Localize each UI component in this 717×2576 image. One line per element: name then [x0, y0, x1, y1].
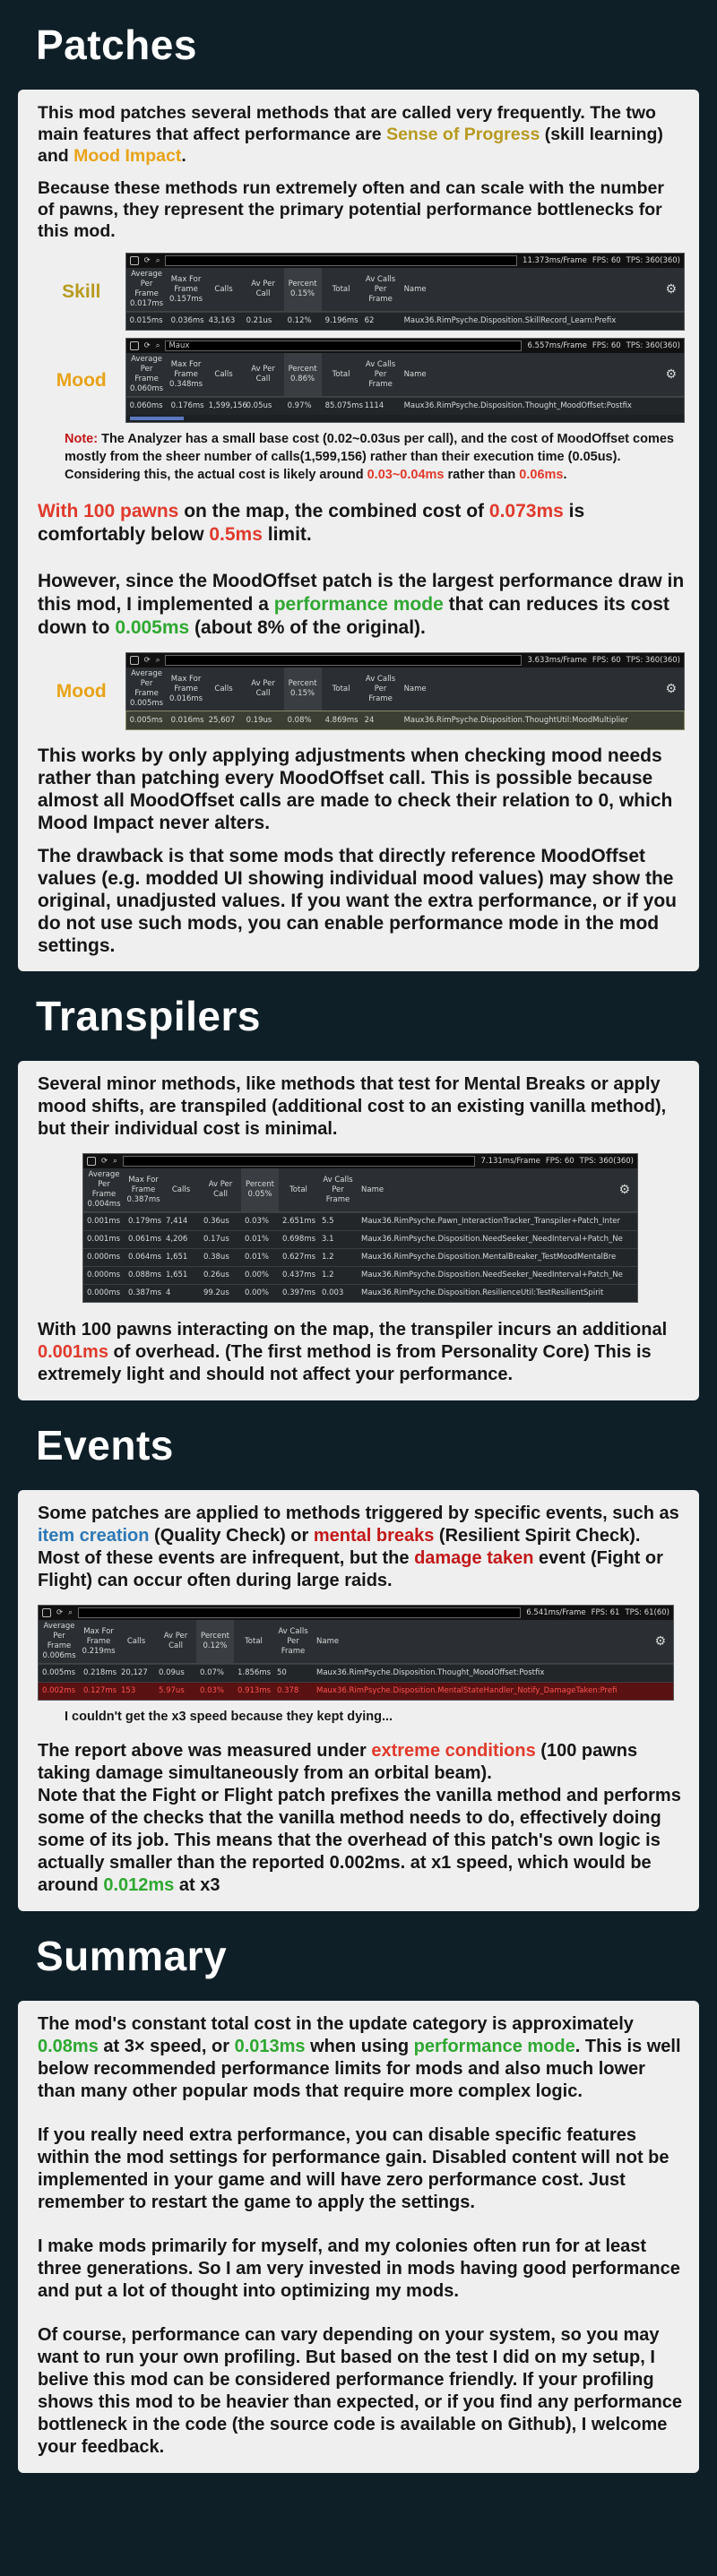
text: (about 8% of the original).	[189, 617, 426, 638]
column-header-avg[interactable]: Average Per Frame 0.017ms	[130, 270, 164, 308]
cell: 0.088ms	[128, 1271, 162, 1279]
cell: 153	[121, 1686, 136, 1695]
section-title-patches: Patches	[36, 22, 197, 68]
profiler-row[interactable]	[83, 1266, 637, 1284]
column-header-avg[interactable]: Average Per Frame 0.004ms	[87, 1170, 121, 1209]
profiler-window	[125, 338, 685, 423]
search-icon[interactable]: ⌕	[155, 655, 160, 665]
profiler-row[interactable]	[39, 1682, 673, 1700]
text: when using	[305, 2037, 414, 2056]
cell: 0.08%	[287, 716, 312, 725]
method-name: Maux36.RimPsyche.Disposition.ThoughtUtil:MoodMultiplier	[403, 716, 628, 725]
highlight: 0.08ms	[38, 2037, 99, 2056]
mood-impact-highlight: Mood Impact	[73, 146, 182, 166]
text: of overhead. (The first method is from Personality Core) This is extremely light and should not affect your performance.	[38, 1342, 652, 1384]
cell: 0.000ms	[87, 1253, 121, 1262]
gear-icon[interactable]: ⚙	[618, 1182, 630, 1197]
section-title-events: Events	[36, 1422, 174, 1469]
highlight: 0.06ms	[519, 468, 564, 482]
column-header-acpf[interactable]: Av Calls Per Frame	[365, 274, 396, 304]
transpilers-panel	[18, 1061, 699, 1400]
profiler-events	[38, 1605, 674, 1701]
text: (Resilient Spirit Check). Most of these events are infrequent, but the	[38, 1526, 641, 1568]
extreme-conditions-text	[38, 1740, 685, 1785]
cell: 0.015ms	[129, 316, 163, 325]
cell: 0.001ms	[87, 1235, 121, 1244]
profiler-toolbar	[39, 1606, 673, 1620]
scrollbar[interactable]	[126, 415, 684, 422]
cell: 0.00%	[245, 1288, 270, 1297]
cell: 0.218ms	[83, 1668, 117, 1677]
profiler-row[interactable]	[83, 1230, 637, 1248]
search-input[interactable]	[123, 1156, 476, 1167]
fps-readout: FPS: 60	[592, 255, 621, 265]
cell: 0.061ms	[128, 1235, 162, 1244]
transpilers-overhead-text	[38, 1319, 685, 1386]
profiler-row[interactable]	[126, 397, 684, 415]
mood-perf-label: Mood	[56, 680, 107, 702]
column-header-avg[interactable]: Average Per Frame 0.006ms	[42, 1622, 76, 1660]
text: The Analyzer has a small base cost (0.02~0.03us per call), and the cost of MoodOffset comes mostly from the sheer number of calls(1,599,156) rather than their execution time (0.05us). Considering this, the actual cost is likely around	[65, 432, 674, 482]
column-header-name[interactable]: Name	[403, 369, 427, 379]
frame-time: 6.557ms/Frame	[527, 340, 587, 350]
method-name: Maux36.RimPsyche.Disposition.NeedSeeker_NeedInterval+Patch_Ne	[361, 1235, 623, 1244]
cell: 0.378	[277, 1686, 299, 1695]
column-header-max[interactable]: Max For Frame 0.387ms	[126, 1175, 160, 1204]
mood-label: Mood	[56, 369, 107, 391]
column-header-name[interactable]: Name	[361, 1185, 384, 1194]
cell: 0.38us	[203, 1253, 229, 1262]
method-name: Maux36.RimPsyche.Disposition.ResilienceUtil:TestResilientSpirit	[361, 1288, 604, 1297]
profiler-header	[126, 353, 684, 397]
highlight: With 100 pawns	[38, 501, 179, 521]
column-header-max[interactable]: Max For Frame 0.157ms	[169, 274, 203, 304]
cell: 0.36us	[203, 1217, 229, 1226]
text: limit.	[262, 524, 312, 545]
cell: 0.19us	[246, 716, 272, 725]
refresh-icon[interactable]: ⟳	[101, 1156, 108, 1166]
cell: 0.01%	[245, 1253, 270, 1262]
profiler-skill	[125, 253, 685, 331]
search-icon[interactable]: ⌕	[68, 1607, 73, 1617]
tps-readout: TPS: 360(360)	[579, 1156, 634, 1166]
profiler-toolbar	[83, 1154, 637, 1168]
column-header-max[interactable]: Max For Frame 0.348ms	[169, 359, 203, 389]
cell: 0.060ms	[129, 401, 163, 410]
column-header-name[interactable]: Name	[403, 284, 427, 294]
scrollbar-thumb[interactable]	[130, 417, 184, 420]
profiler-window	[125, 253, 685, 331]
gear-icon[interactable]: ⚙	[665, 281, 677, 297]
cell: 5.5	[322, 1217, 334, 1226]
cell: 85.075ms	[324, 401, 364, 410]
search-input[interactable]	[78, 1607, 521, 1618]
patches-panel	[18, 90, 699, 971]
refresh-icon[interactable]: ⟳	[143, 340, 151, 350]
cell: 0.21us	[246, 316, 272, 325]
column-header-acpf[interactable]: Av Calls Per Frame	[365, 359, 396, 389]
profiler-window	[125, 652, 685, 730]
text: With 100 pawns interacting on the map, the transpiler incurs an additional	[38, 1320, 668, 1340]
cell: 0.036ms	[170, 316, 204, 325]
column-header-total[interactable]: Total	[289, 1185, 307, 1194]
tps-readout: TPS: 61(60)	[625, 1607, 669, 1617]
profiler-mood-perf	[125, 652, 685, 730]
cell: 0.12%	[287, 316, 312, 325]
cell: 4.869ms	[324, 716, 358, 725]
cell: 1,651	[166, 1253, 188, 1262]
cell: 1114	[364, 401, 384, 410]
frame-time: 3.633ms/Frame	[527, 655, 587, 665]
fps-readout: FPS: 60	[592, 340, 621, 350]
text: (100 pawns taking damage simultaneously from an orbital beam).	[38, 1741, 638, 1783]
cell: 4,206	[166, 1235, 188, 1244]
item-creation-highlight: item creation	[38, 1526, 150, 1546]
cell: 0.179ms	[128, 1217, 162, 1226]
cell: 99.2us	[203, 1288, 229, 1297]
search-icon[interactable]: ⌕	[113, 1156, 117, 1166]
summary-panel	[18, 2001, 699, 2473]
method-name: Maux36.RimPsyche.Disposition.Thought_MoodOffset:Postfix	[403, 401, 632, 410]
mood-perf-row	[38, 652, 685, 730]
cell: 24	[364, 716, 375, 725]
cell: 0.127ms	[83, 1686, 117, 1695]
method-name: Maux36.RimPsyche.Disposition.SkillRecord_Learn:Prefix	[403, 316, 617, 325]
profiler-row[interactable]	[83, 1284, 637, 1302]
method-name: Maux36.RimPsyche.Disposition.MentalStateHandler_Notify_DamageTaken:Prefi	[316, 1686, 618, 1695]
cell: 0.07%	[200, 1668, 225, 1677]
cell: 0.016ms	[170, 716, 204, 725]
profiler-row[interactable]	[83, 1248, 637, 1266]
cell: 5.97us	[159, 1686, 185, 1695]
text: Some patches are applied to methods triggered by specific events, such as	[38, 1503, 679, 1523]
profiler-window	[38, 1605, 674, 1701]
text: Note that the Fight or Flight patch prefixes the vanilla method and performs some of the checks that the vanilla method needs to do, effectively doing some of its job. This means that the overhead of this patch's own logic is actually smaller than the reported 0.002ms. at x1 speed, which would be around	[38, 1786, 681, 1895]
cell: 0.698ms	[282, 1235, 316, 1244]
text: However, since the MoodOffset patch is the largest performance draw in this mod, I implemented a	[38, 571, 685, 615]
cell: 3.1	[322, 1235, 334, 1244]
cell: 62	[364, 316, 375, 325]
search-input[interactable]: Maux	[165, 340, 522, 351]
column-header-avc[interactable]: Av Per Call	[163, 1632, 188, 1650]
profiler-toolbar	[126, 339, 684, 353]
cell: 9.196ms	[324, 316, 358, 325]
analyzer-note	[65, 430, 685, 484]
fps-readout: FPS: 60	[592, 655, 621, 665]
text: that can reduces its cost down to	[38, 594, 669, 638]
performance-mode-text	[38, 570, 685, 640]
cell: 0.913ms	[238, 1686, 272, 1695]
text: (skill learning) and	[38, 125, 663, 166]
profiler-toolbar	[126, 653, 684, 668]
column-header-max[interactable]: Max For Frame 0.219ms	[82, 1626, 116, 1656]
column-header-calls[interactable]: Calls	[126, 1636, 146, 1646]
text: on the map, the combined cost of	[178, 501, 489, 521]
profiler-header	[126, 668, 684, 711]
cell: 0.05us	[246, 401, 272, 410]
cell: 7,414	[166, 1217, 188, 1226]
cell: 0.387ms	[128, 1288, 162, 1297]
text: (Quality Check) or	[149, 1526, 314, 1546]
refresh-icon[interactable]: ⟳	[143, 255, 151, 265]
profiler-toolbar	[126, 254, 684, 268]
profiler-header	[126, 268, 684, 312]
mood-row	[38, 338, 685, 423]
highlight: 0.013ms	[234, 2037, 306, 2056]
pause-icon[interactable]	[130, 341, 139, 350]
cell: 0.03%	[200, 1686, 225, 1695]
gear-icon[interactable]: ⚙	[665, 681, 677, 696]
column-header-calls[interactable]: Calls	[214, 369, 233, 379]
method-name: Maux36.RimPsyche.Pawn_InteractionTracker_Transpiler+Patch_Inter	[361, 1217, 620, 1226]
column-header-pct[interactable]: Percent 0.15%	[284, 668, 322, 711]
text: at 3× speed, or	[98, 2037, 235, 2056]
drawback-text: The drawback is that some mods that directly reference MoodOffset values (e.g. modded UI showing individual mood values) may show the original, unadjusted values. If you want the extra performance, or if you do not use such mods, you can enable performance mode in the mod settings.	[38, 846, 677, 956]
column-header-calls[interactable]: Calls	[171, 1185, 191, 1194]
cell: 0.005ms	[129, 716, 163, 725]
cell: 2.651ms	[282, 1217, 316, 1226]
profiler-row[interactable]	[39, 1664, 673, 1682]
combined-cost-text	[38, 500, 685, 547]
column-header-name[interactable]: Name	[403, 684, 427, 694]
events-panel	[18, 1490, 699, 1911]
column-header-pct[interactable]: Percent 0.05%	[241, 1168, 279, 1211]
transpilers-intro: Several minor methods, like methods that test for Mental Breaks or apply mood shifts, are transpiled (additional cost to an existing vanilla method), but their individual cost is minimal.	[38, 1074, 667, 1139]
cell: 1.2	[322, 1253, 334, 1262]
highlight: 0.012ms	[103, 1875, 175, 1895]
damage-taken-highlight: damage taken	[414, 1548, 534, 1568]
column-header-avc[interactable]: Av Per Call	[251, 280, 275, 298]
cell: 0.26us	[203, 1271, 229, 1279]
note-label: Note:	[65, 432, 99, 446]
cell: 50	[277, 1668, 287, 1677]
column-header-pct[interactable]: Percent 0.15%	[284, 268, 322, 311]
text: rather than	[444, 468, 520, 482]
cell: 1,651	[166, 1271, 188, 1279]
cell: 1.2	[322, 1271, 334, 1279]
highlight: 0.001ms	[38, 1342, 108, 1362]
performance-mode-highlight: performance mode	[413, 2037, 575, 2056]
cell: 0.176ms	[170, 401, 204, 410]
pause-icon[interactable]	[87, 1157, 96, 1166]
frame-time: 7.131ms/Frame	[480, 1156, 540, 1166]
events-intro	[38, 1503, 685, 1592]
cell: 25,607	[208, 716, 236, 725]
column-header-avg[interactable]: Average Per Frame 0.005ms	[130, 669, 164, 708]
mental-breaks-highlight: mental breaks	[313, 1526, 435, 1546]
cell: 0.000ms	[87, 1271, 121, 1279]
section-title-transpilers: Transpilers	[36, 993, 261, 1039]
cell: 0.01%	[245, 1235, 270, 1244]
profiler-header	[83, 1168, 637, 1212]
column-header-max[interactable]: Max For Frame 0.016ms	[169, 674, 203, 703]
column-header-acpf[interactable]: Av Calls Per Frame	[365, 674, 396, 703]
column-header-acpf[interactable]: Av Calls Per Frame	[278, 1626, 308, 1656]
pause-icon[interactable]	[130, 256, 139, 265]
cell: 0.005ms	[42, 1668, 76, 1677]
tps-readout: TPS: 360(360)	[626, 340, 680, 350]
cell: 4	[166, 1288, 171, 1297]
cell: 0.17us	[203, 1235, 229, 1244]
column-header-avg[interactable]: Average Per Frame 0.060ms	[130, 355, 164, 393]
sense-of-progress-highlight: Sense of Progress	[386, 125, 540, 144]
fps-readout: FPS: 60	[545, 1156, 574, 1166]
cell: 43,163	[208, 316, 236, 325]
skill-label: Skill	[62, 280, 101, 302]
column-header-calls[interactable]: Calls	[214, 684, 233, 694]
fight-or-flight-text	[38, 1785, 685, 1897]
cell: 0.001ms	[87, 1217, 121, 1226]
cell: 0.97%	[287, 401, 312, 410]
column-header-avc[interactable]: Av Per Call	[251, 365, 275, 383]
cell: 0.03%	[245, 1217, 270, 1226]
summary-personal: I make mods primarily for myself, and my colonies often run for at least three generations. So I am very invested in mods having good performance and put a lot of thought into optimizing my mods.	[38, 2236, 680, 2301]
search-input[interactable]	[165, 655, 522, 666]
cell: 0.627ms	[282, 1253, 316, 1262]
profiler-header	[39, 1620, 673, 1664]
cell: 0.00%	[245, 1271, 270, 1279]
text: .	[563, 468, 567, 482]
refresh-icon[interactable]: ⟳	[56, 1607, 64, 1617]
summary-total-cost	[38, 2013, 685, 2103]
column-header-avc[interactable]: Av Per Call	[208, 1180, 233, 1199]
text: .	[181, 146, 186, 166]
highlight: 0.005ms	[115, 617, 190, 638]
cell: 0.000ms	[87, 1288, 121, 1297]
text: The report above was measured under	[38, 1741, 372, 1761]
profiler-transpiler	[82, 1153, 638, 1303]
fps-readout: FPS: 61	[591, 1607, 620, 1617]
search-input[interactable]	[165, 255, 517, 266]
column-header-name[interactable]: Name	[316, 1636, 340, 1646]
cell: 0.064ms	[128, 1253, 162, 1262]
cell: 20,127	[121, 1668, 148, 1677]
cell: 1.856ms	[238, 1668, 272, 1677]
highlight: 0.073ms	[488, 501, 564, 521]
summary-disable-features: If you really need extra performance, you can disable specific features within the mod settings for performance gain. Disabled content will not be implemented in your game and will have zero performance cost. Just remember to restart the game to apply the settings.	[38, 2125, 669, 2212]
column-header-total[interactable]: Total	[332, 369, 350, 379]
profiler-row[interactable]	[126, 312, 684, 330]
works-by-text: This works by only applying adjustments when checking mood needs rather than patching every MoodOffset call. This is possible because almost all MoodOffset calls are made to check their relation to 0, which Mood Impact never alters.	[38, 745, 673, 833]
pause-icon[interactable]	[42, 1608, 51, 1617]
search-icon[interactable]: ⌕	[155, 340, 160, 350]
method-name: Maux36.RimPsyche.Disposition.Thought_MoodOffset:Postfix	[316, 1668, 545, 1677]
column-header-pct[interactable]: Percent 0.86%	[284, 353, 322, 396]
column-header-pct[interactable]: Percent 0.12%	[196, 1620, 234, 1663]
cell: 0.003	[322, 1288, 344, 1297]
cell: 0.002ms	[42, 1686, 76, 1695]
patches-intro	[38, 102, 685, 167]
performance-mode-highlight: performance mode	[273, 594, 444, 615]
profiler-row[interactable]	[83, 1212, 637, 1230]
method-name: Maux36.RimPsyche.Disposition.MentalBreaker_TestMoodMentalBre	[361, 1253, 617, 1262]
frame-time: 6.541ms/Frame	[526, 1607, 586, 1617]
tps-readout: TPS: 360(360)	[626, 655, 680, 665]
column-header-total[interactable]: Total	[332, 684, 350, 694]
profiler-window	[82, 1153, 638, 1303]
refresh-icon[interactable]: ⟳	[143, 655, 151, 665]
column-header-avc[interactable]: Av Per Call	[251, 679, 275, 698]
text: is comfortably below	[38, 501, 585, 545]
text: at x3	[174, 1875, 220, 1895]
gear-icon[interactable]: ⚙	[665, 366, 677, 382]
cell: 1,599,156	[208, 401, 247, 410]
column-header-total[interactable]: Total	[332, 284, 350, 294]
column-header-total[interactable]: Total	[245, 1636, 263, 1646]
frame-time: 11.373ms/Frame	[523, 255, 587, 265]
profiler-row[interactable]	[126, 711, 684, 729]
cell: 0.437ms	[282, 1271, 316, 1279]
tps-readout: TPS: 360(360)	[626, 255, 680, 265]
text: The mod's constant total cost in the update category is approximately	[38, 2014, 634, 2034]
section-title-summary: Summary	[36, 1933, 228, 1979]
column-header-acpf[interactable]: Av Calls Per Frame	[323, 1175, 353, 1204]
profiler-mood	[125, 338, 685, 423]
text: event (Fight or Flight) can occur often during large raids.	[38, 1548, 663, 1590]
patches-bottleneck-text: Because these methods run extremely often and can scale with the number of pawns, they represent the primary potential performance bottlenecks for this mod.	[38, 178, 664, 241]
extreme-conditions-highlight: extreme conditions	[371, 1741, 536, 1761]
pause-icon[interactable]	[130, 656, 139, 665]
text: . This is well below recommended performance limits for mods and also much lower than many other popular mods that require more complex logic.	[38, 2037, 681, 2101]
gear-icon[interactable]: ⚙	[654, 1633, 666, 1649]
search-icon[interactable]: ⌕	[155, 255, 160, 265]
text: This mod patches several methods that are called very frequently. The two main features that affect performance are	[38, 103, 656, 144]
column-header-calls[interactable]: Calls	[214, 284, 233, 294]
cell: 0.09us	[159, 1668, 185, 1677]
events-caption: I couldn't get the x3 speed because they kept dying...	[65, 1710, 393, 1724]
highlight: 0.03~0.04ms	[367, 468, 445, 482]
summary-feedback: Of course, performance can vary depending on your system, so you may want to run your own profiling. But based on the test I did on my setup, I belive this mod can be considered performance friendly. If your profiling shows this mod to be heavier than expected, or if you find any performance bottleneck in the code (the source code is available on Github), I welcome your feedback.	[38, 2325, 683, 2457]
skill-row	[38, 253, 685, 331]
method-name: Maux36.RimPsyche.Disposition.NeedSeeker_NeedInterval+Patch_Ne	[361, 1271, 623, 1279]
highlight: 0.5ms	[209, 524, 263, 545]
cell: 0.397ms	[282, 1288, 316, 1297]
